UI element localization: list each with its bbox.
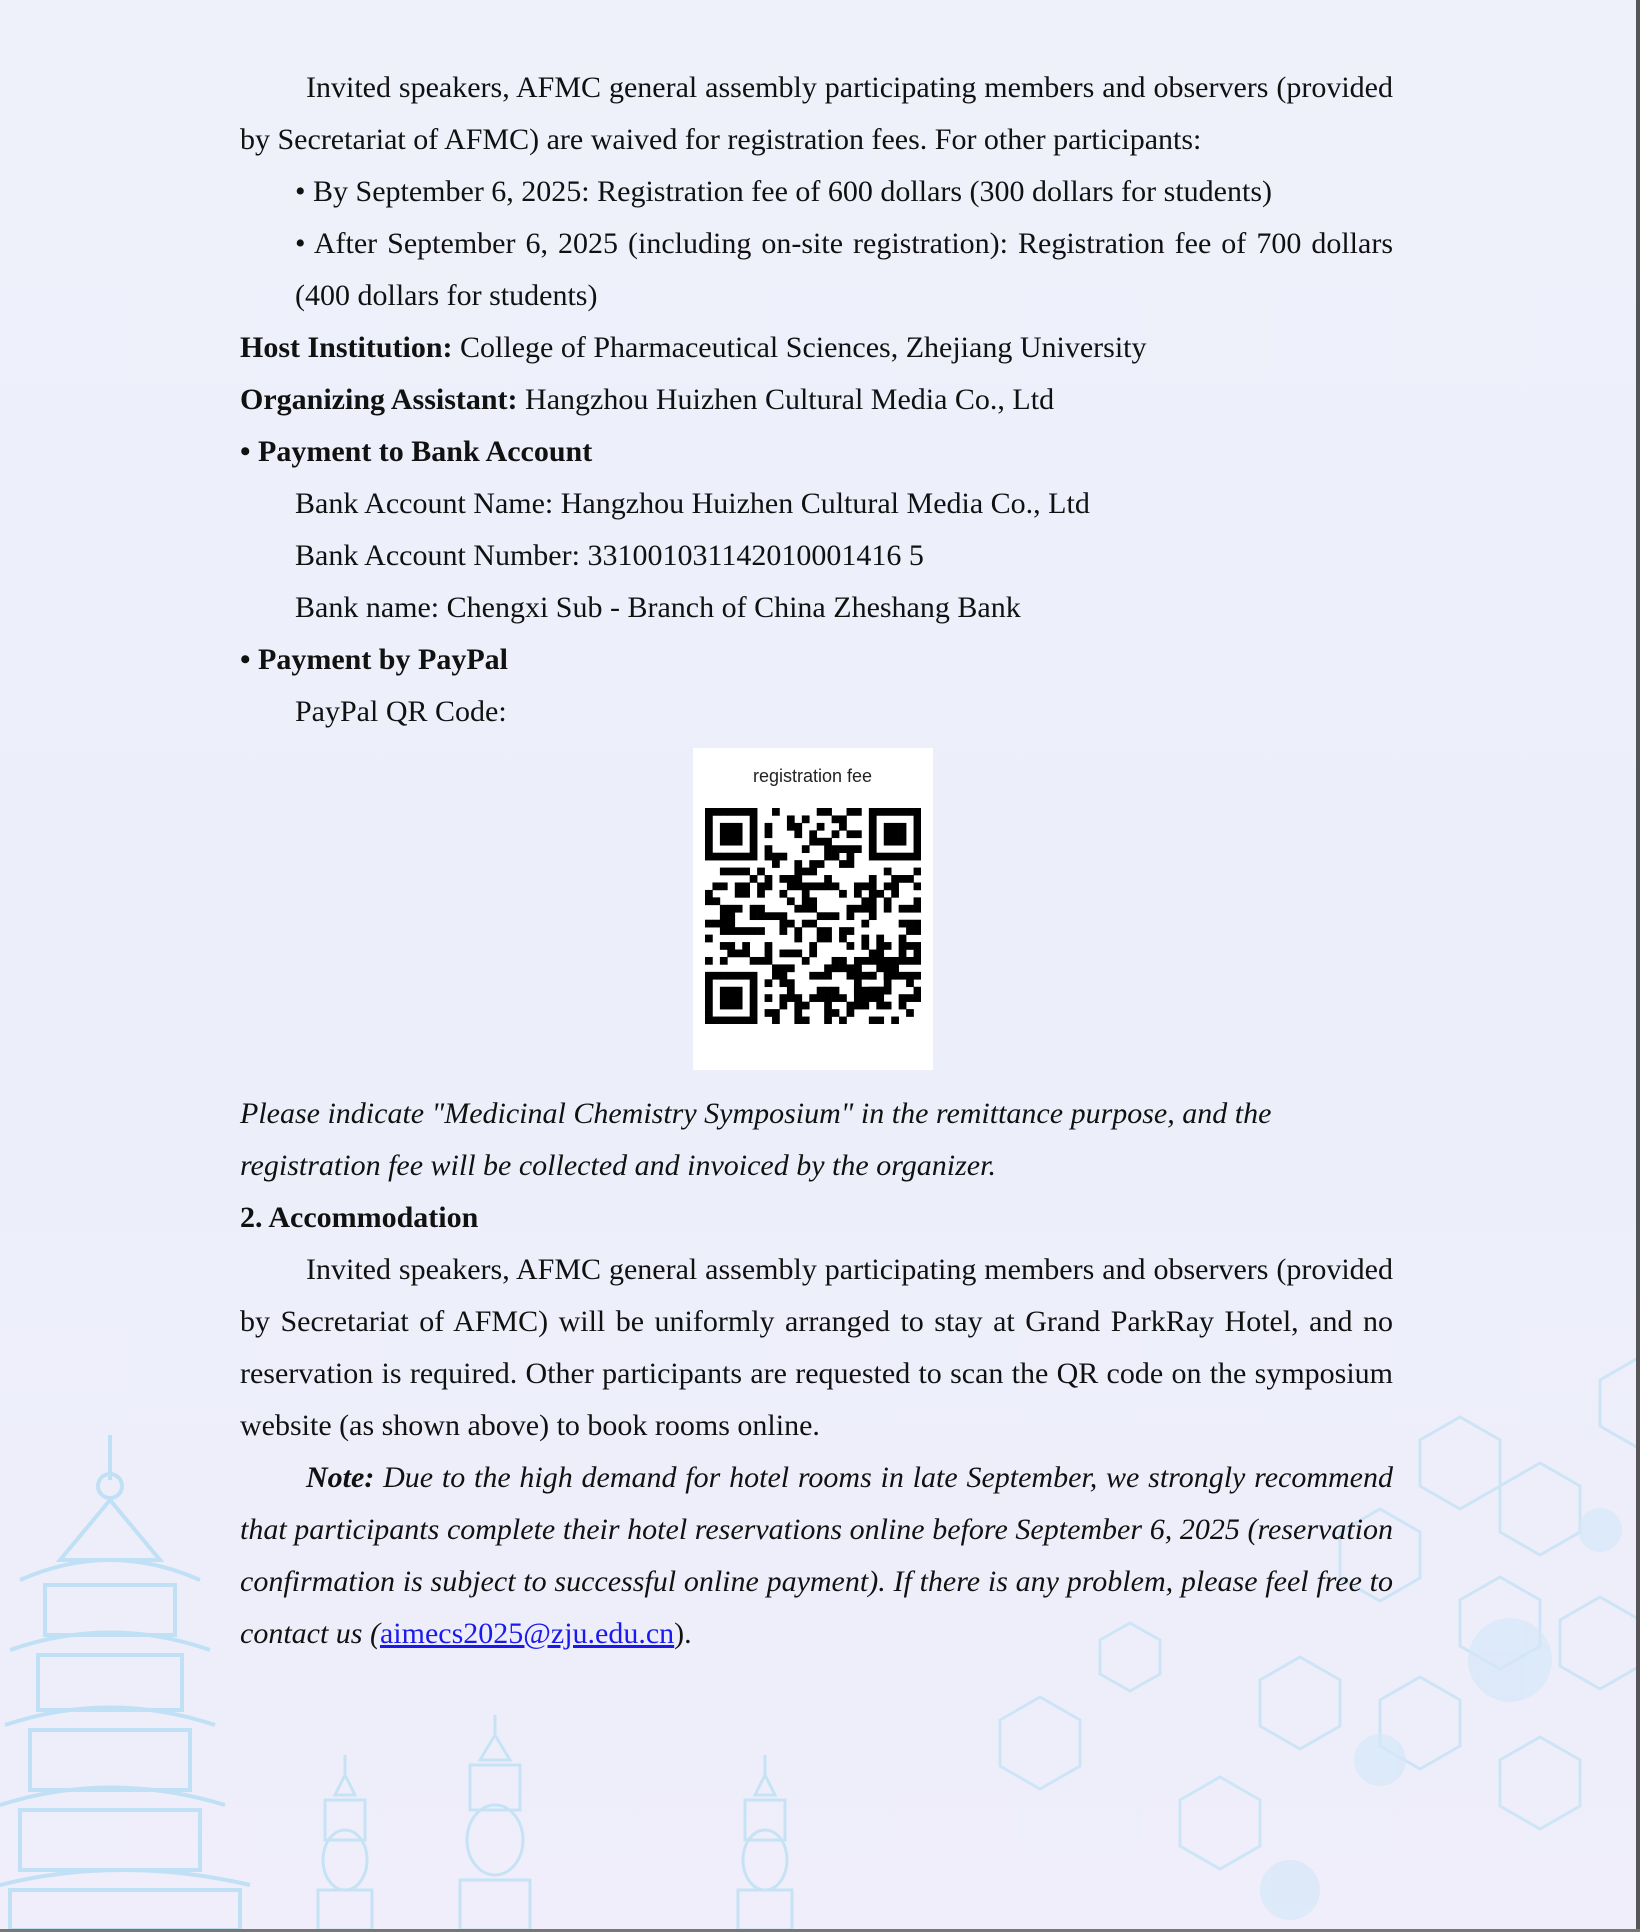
- organizing-assistant: [240, 374, 1393, 426]
- assistant-label: Organizing Assistant:: [240, 383, 518, 416]
- bank-account-name: Bank Account Name: Hangzhou Huizhen Cultural Media Co., Ltd: [295, 487, 1090, 520]
- note-text: Due to the high demand for hotel rooms in late September, we strongly recommend that participants complete their hotel reservations online before September 6, 2025 (reservation confirmation is subject to successful online payment). If there is any problem, please feel free to contact us (: [240, 1461, 1393, 1650]
- accommodation-text: Invited speakers, AFMC general assembly participating members and observers (provided by Secretariat of AFMC) will be uniformly arranged to stay at Grand ParkRay Hotel, and no reservation is required. Other participants are requested to scan the QR code on the symposium website (as shown above) to book rooms online.: [240, 1253, 1393, 1442]
- host-label: Host Institution:: [240, 331, 453, 364]
- fees-intro: Invited speakers, AFMC general assembly participating members and observers (provided by Secretariat of AFMC) are waived for registration fees. For other participants:: [240, 71, 1393, 156]
- paypal-heading: [240, 634, 1393, 686]
- qr-code-icon: [705, 808, 921, 1024]
- remittance-note: Please indicate "Medicinal Chemistry Symposium" in the remittance purpose, and the registration fee will be collected and invoiced by the organizer.: [240, 1097, 1272, 1182]
- bank-heading-text: • Payment to Bank Account: [240, 435, 593, 468]
- bank-account-number: Bank Account Number: 331001031142010001416 5: [295, 539, 924, 572]
- host-value: College of Pharmaceutical Sciences, Zhejiang University: [452, 331, 1147, 364]
- accommodation-note: [240, 1452, 1393, 1660]
- note-end: ).: [674, 1617, 692, 1650]
- document-body: [240, 62, 1393, 1660]
- page-right-edge: [1636, 0, 1640, 1932]
- contact-email-link[interactable]: aimecs2025@zju.edu.cn: [379, 1617, 675, 1650]
- fee-item-early: • By September 6, 2025: Registration fee of 600 dollars (300 dollars for students): [295, 175, 1272, 208]
- assistant-value: Hangzhou Huizhen Cultural Media Co., Ltd: [517, 383, 1055, 416]
- note-label: Note:: [306, 1461, 375, 1494]
- paypal-qr-card[interactable]: [693, 748, 933, 1070]
- qr-caption: registration fee: [752, 766, 873, 786]
- paypal-heading-text: • Payment by PayPal: [240, 643, 508, 676]
- bank-name: Bank name: Chengxi Sub - Branch of China Zheshang Bank: [295, 591, 1021, 624]
- accommodation-heading-text: 2. Accommodation: [240, 1201, 479, 1234]
- qr-container: [240, 748, 1393, 1070]
- host-institution: [240, 322, 1393, 374]
- accommodation-heading: [240, 1192, 1393, 1244]
- fee-item-late: • After September 6, 2025 (including on-site registration): Registration fee of 700 dollars (400 dollars for students): [295, 227, 1393, 312]
- bank-heading: [240, 426, 1393, 478]
- paypal-qr-label: PayPal QR Code:: [295, 695, 507, 728]
